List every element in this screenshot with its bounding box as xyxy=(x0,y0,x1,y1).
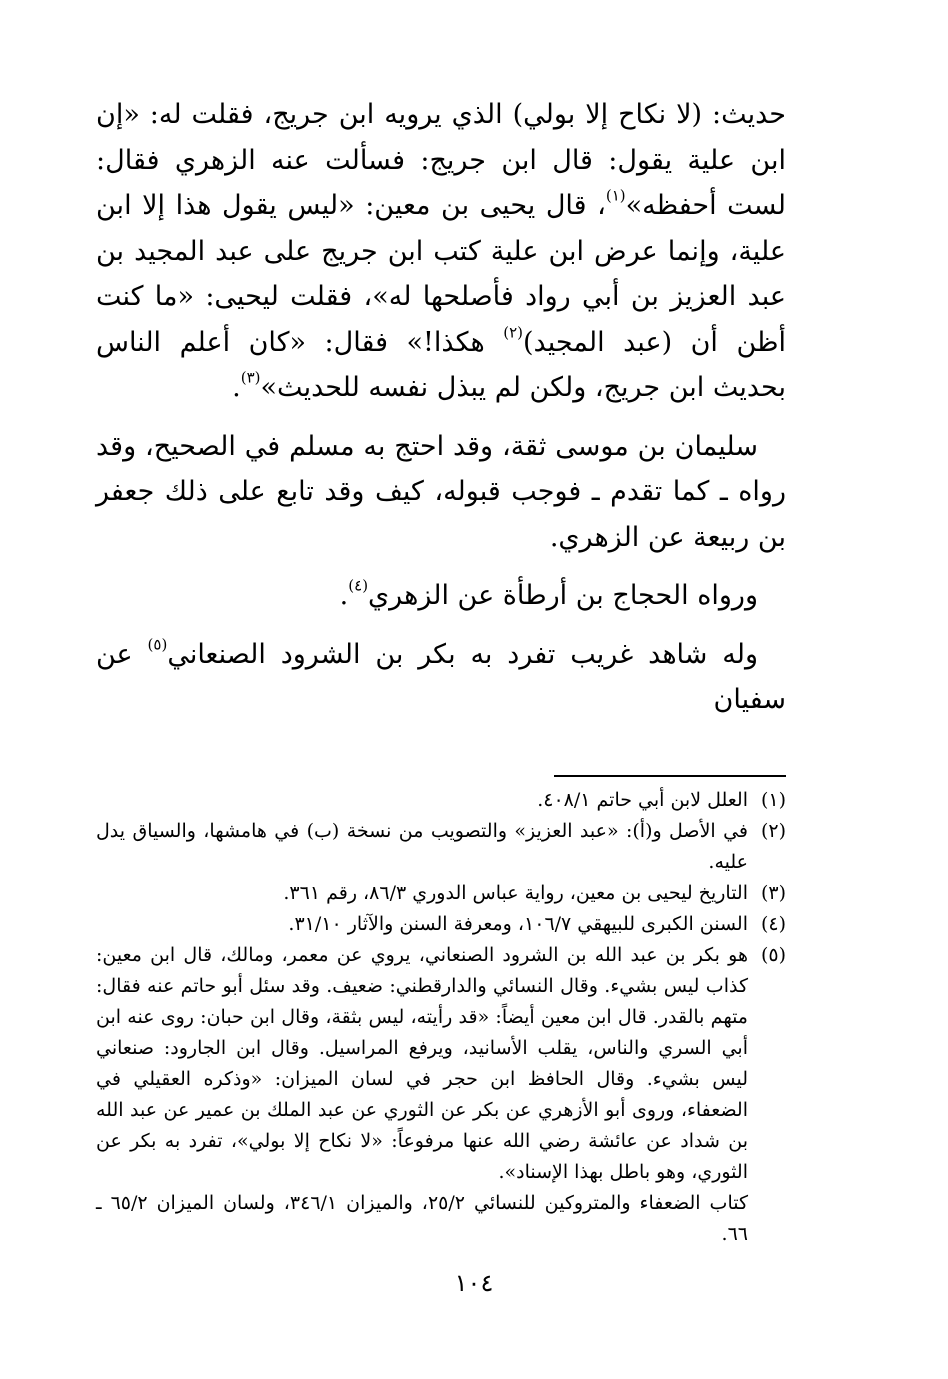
footnote xyxy=(96,940,786,1188)
footnote xyxy=(96,909,786,940)
text-run: ، قال يحيى بن معين: «ليس يقول هذا إلا ابن علية، وإنما عرض ابن علية كتب ابن جريج على عبد المجيد بن عبد العزيز بن أبي رواد فأصلحها له»، فقلت ليحيى: «ما كنت أظن أن (عبد المجيد) xyxy=(96,190,786,358)
text-run: هكذا!» فقال: «كان أعلم الناس بحديث ابن جريج، ولكن لم يبذل نفسه للحديث» xyxy=(96,326,786,403)
footnote-marker: (١) xyxy=(605,186,626,205)
text-run: سليمان بن موسى ثقة، وقد احتج به مسلم في الصحيح، وقد رواه ـ كما تقدم ـ فوجب قبوله، كيف وقد تابع على ذلك جعفر بن ربيعة عن الزهري. xyxy=(96,430,786,553)
paragraph xyxy=(96,632,786,723)
footnote xyxy=(96,816,786,878)
footnote-number: (٢) xyxy=(760,819,786,842)
footnote-marker: (٥) xyxy=(147,635,168,653)
footnote-number: (١) xyxy=(760,788,786,811)
book-page xyxy=(96,92,786,1250)
text-run: . xyxy=(339,580,349,611)
page-number: ١٠٤ xyxy=(454,1269,494,1297)
text-run: حديث: (لا نكاح إلا بولي) الذي يرويه ابن جريج، فقلت له: «إن ابن علية يقول: قال ابن جريج: فسألت عنه الزهري فقال: لست أحفظه» xyxy=(96,99,786,221)
footnote-sources: كتاب الضعفاء والمتروكين للنسائي ٢٥/٢، والميزان ٣٤٦/١، ولسان الميزان ٦٥/٢ ـ ٦٦. xyxy=(96,1191,749,1245)
paragraph xyxy=(96,424,786,561)
footnotes xyxy=(96,785,786,1250)
footnote-number: (٥) xyxy=(760,943,786,966)
paragraph xyxy=(96,92,786,411)
footnote-text: العلل لابن أبي حاتم ٤٠٨/١. xyxy=(537,788,748,811)
footnote xyxy=(96,785,786,816)
footnote-text: هو بكر بن عبد الله بن الشرود الصنعاني، يروي عن معمر، ومالك، قال ابن معين: كذاب ليس بشيء. وقال النسائي والدارقطني: ضعيف. وقد سئل أبو حاتم عنه فقال: متهم بالقدر. قال ابن معين أيضاً: «قد رأيته، ليس بثقة، وقال ابن حبان: روى عنه ابن أبي السري والناس، يقلب الأسانيد، ويرفع المراسيل. وقال ابن الجارود: صنعاني ليس بشيء. وقال الحافظ ابن حجر في لسان الميزان: «وذكره العقيلي في الضعفاء، وروى أبو الأزهري عن بكر عن الثوري عن عبد الملك بن عمير عن عبد الله بن شداد عن عائشة رضي الله عنها مرفوعاً: «لا نكاح إلا بولي»، تفرد به بكر عن الثوري، وهو باطل بهذا الإسناد». xyxy=(96,943,749,1183)
footnote-marker: (٤) xyxy=(348,576,369,595)
footnote-marker: (٢) xyxy=(503,323,524,341)
footnote xyxy=(96,878,786,909)
footnote-text: في الأصل و(أ): «عبد العزيز» والتصويب من نسخة (ب) في هامشها، والسياق يدل عليه. xyxy=(96,819,748,873)
footnote-marker: (٣) xyxy=(240,368,261,387)
footnote-number: (٣) xyxy=(760,881,786,904)
text-run: . xyxy=(232,372,241,403)
footnote-number: (٤) xyxy=(760,912,786,935)
footnote-text: التاريخ ليحيى بن معين، رواية عباس الدوري ٨٦/٣، رقم ٣٦١. xyxy=(283,881,748,904)
footnote-separator xyxy=(554,775,786,777)
paragraph xyxy=(96,573,786,619)
footnote-text: السنن الكبرى للبيهقي ١٠٦/٧، ومعرفة السنن والآثار ٣١/١٠. xyxy=(288,912,748,935)
text-run: وله شاهد غريب تفرد به بكر بن الشرود الصنعاني xyxy=(167,638,759,670)
text-run: ورواه الحجاج بن أرطأة عن الزهري xyxy=(368,580,758,611)
text-run: عن سفيان xyxy=(96,638,786,715)
main-text xyxy=(96,92,786,723)
